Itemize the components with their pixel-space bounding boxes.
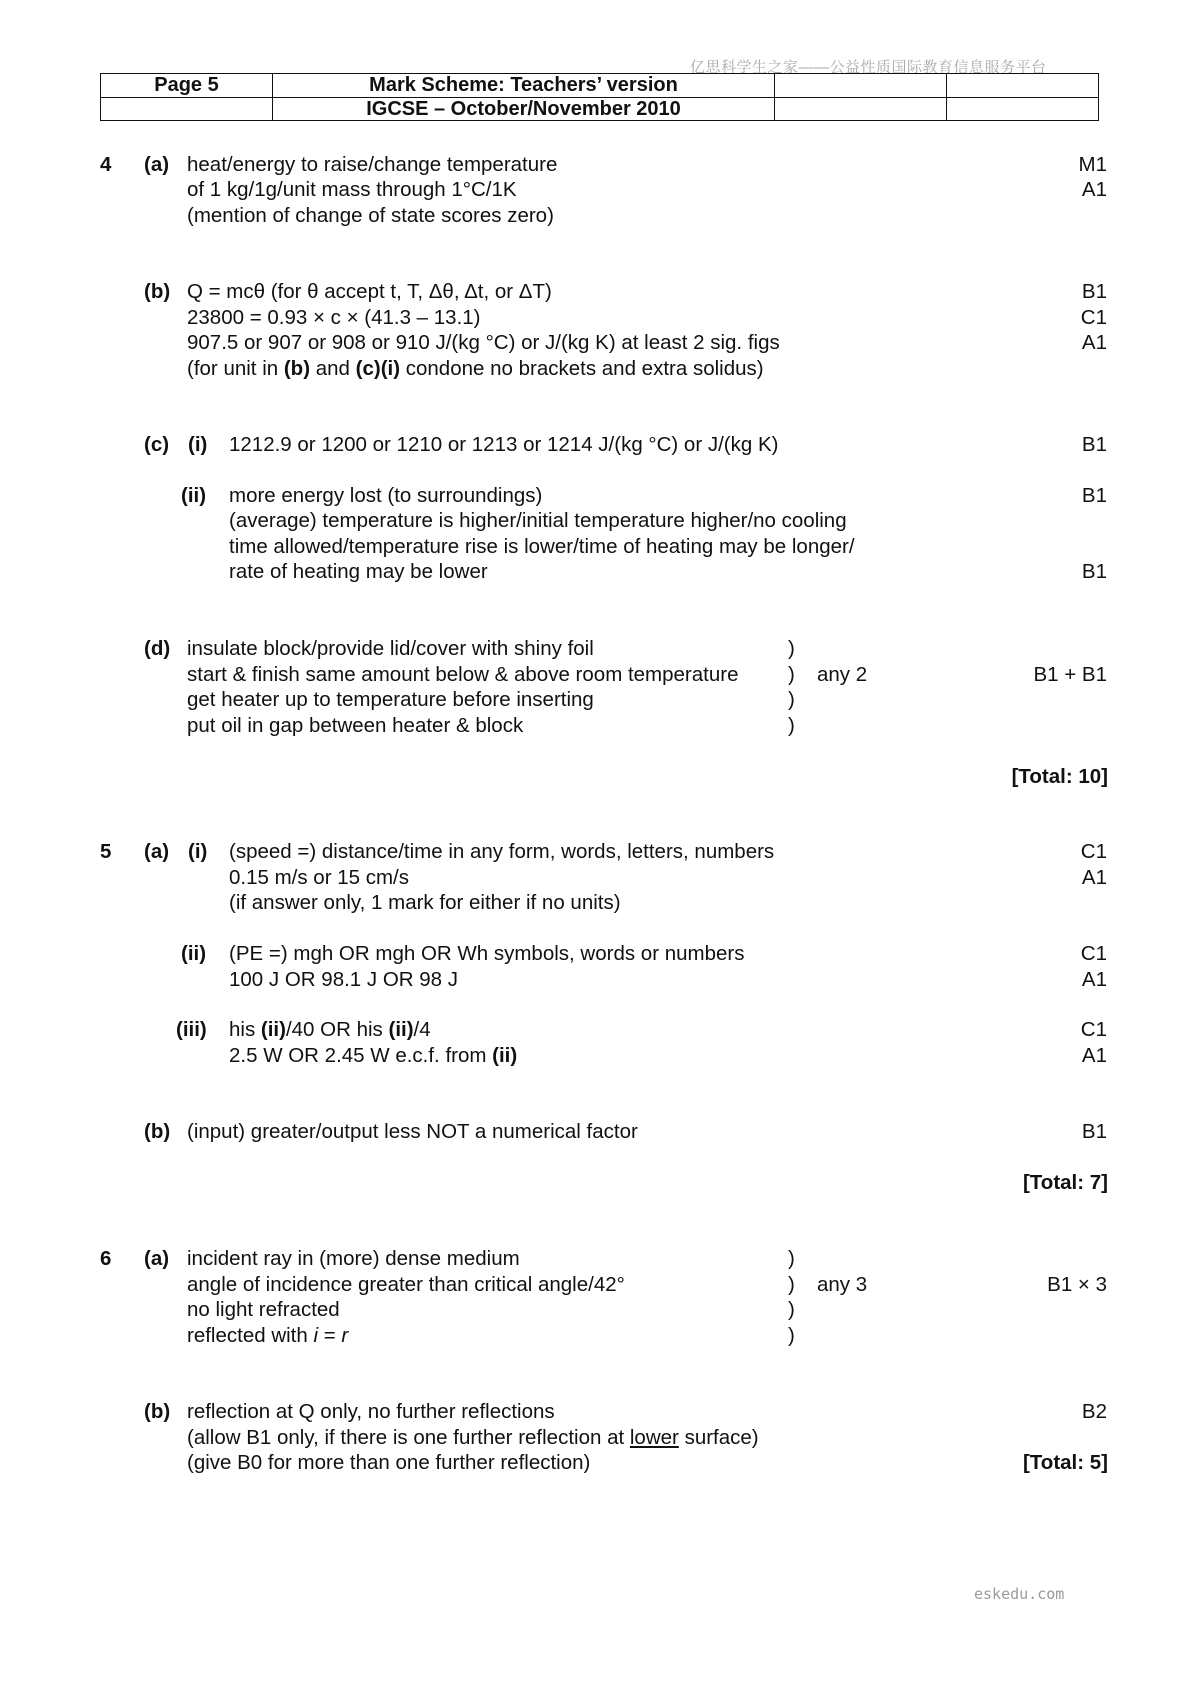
part-label: (a) bbox=[144, 1247, 170, 1270]
any-count: any 3 bbox=[817, 1273, 868, 1296]
answer-ref: (ii) bbox=[492, 1044, 518, 1067]
answer-line: incident ray in (more) dense medium bbox=[187, 1247, 520, 1270]
subpart-label: (i) bbox=[188, 840, 208, 863]
answer-note: (mention of change of state scores zero) bbox=[187, 204, 554, 227]
header-table bbox=[100, 73, 1099, 121]
answer-ref: (ii) bbox=[388, 1018, 414, 1041]
mark-code: A1 bbox=[1081, 866, 1107, 889]
page-title: Mark Scheme: Teachers’ version bbox=[273, 74, 775, 98]
bracket: ) bbox=[788, 1298, 795, 1321]
symbol-i: i bbox=[313, 1324, 319, 1347]
answer-line: (average) temperature is higher/initial temperature higher/no cooling bbox=[229, 509, 847, 532]
mark-code: A1 bbox=[1081, 178, 1107, 201]
part-label: (a) bbox=[144, 153, 170, 176]
answer-line: reflection at Q only, no further reflections bbox=[187, 1400, 555, 1423]
any-count: any 2 bbox=[817, 663, 868, 686]
header-empty-cell bbox=[947, 74, 1099, 98]
header-empty-cell bbox=[775, 74, 947, 98]
answer-line bbox=[229, 1043, 517, 1069]
mark-code: B1 × 3 bbox=[1047, 1273, 1107, 1296]
part-label: (c) bbox=[144, 433, 170, 456]
page-number: Page 5 bbox=[101, 74, 273, 98]
answer-line: (input) greater/output less NOT a numerical factor bbox=[187, 1120, 638, 1143]
question-number: 6 bbox=[100, 1247, 112, 1270]
note-text: surface) bbox=[678, 1426, 759, 1449]
answer-text: 2.5 W OR 2.45 W e.c.f. from bbox=[229, 1044, 493, 1067]
answer-text: reflected with bbox=[187, 1324, 314, 1347]
answer-line: heat/energy to raise/change temperature bbox=[187, 153, 558, 176]
answer-line: of 1 kg/1g/unit mass through 1°C/1K bbox=[187, 178, 517, 201]
answer-line: start & finish same amount below & above room temperature bbox=[187, 663, 739, 686]
answer-text: /4 bbox=[413, 1018, 431, 1041]
mark-code: C1 bbox=[1080, 1018, 1107, 1041]
answer-line: 907.5 or 907 or 908 or 910 J/(kg °C) or J/(kg K) at least 2 sig. figs bbox=[187, 331, 780, 354]
question-total: [Total: 5] bbox=[1022, 1451, 1108, 1474]
answer-line: get heater up to temperature before inserting bbox=[187, 688, 594, 711]
bracket: ) bbox=[788, 1247, 795, 1270]
exam-session: IGCSE – October/November 2010 bbox=[273, 97, 775, 121]
bracket: ) bbox=[788, 663, 795, 686]
footer-site: eskedu.com bbox=[974, 1585, 1065, 1603]
subpart-label: (iii) bbox=[176, 1018, 207, 1041]
answer-note: (give B0 for more than one further reflection) bbox=[187, 1451, 591, 1474]
question-number: 4 bbox=[100, 153, 112, 176]
answer-line: time allowed/temperature rise is lower/time of heating may be longer/ bbox=[229, 535, 855, 558]
part-label: (b) bbox=[144, 1120, 171, 1143]
mark-code: B1 bbox=[1081, 433, 1107, 456]
header-empty-cell bbox=[775, 97, 947, 121]
answer-line: (PE =) mgh OR mgh OR Wh symbols, words or numbers bbox=[229, 942, 745, 965]
header-empty-cell bbox=[947, 97, 1099, 121]
note-text: and bbox=[310, 357, 356, 380]
question-total: [Total: 7] bbox=[1022, 1171, 1108, 1194]
answer-note bbox=[187, 356, 764, 382]
mark-code: B1 bbox=[1081, 484, 1107, 507]
answer-line: no light refracted bbox=[187, 1298, 340, 1321]
watermark-text: 亿思科学生之家——公益性质国际教育信息服务平台 bbox=[690, 59, 1047, 76]
mark-code: A1 bbox=[1081, 331, 1107, 354]
subpart-label: (ii) bbox=[181, 942, 207, 965]
answer-line: 0.15 m/s or 15 cm/s bbox=[229, 866, 410, 889]
part-label: (d) bbox=[144, 637, 171, 660]
mark-code: C1 bbox=[1080, 840, 1107, 863]
question-total: [Total: 10] bbox=[1011, 765, 1108, 788]
bracket: ) bbox=[788, 1324, 795, 1347]
symbol-r: r bbox=[341, 1324, 349, 1347]
answer-line: more energy lost (to surroundings) bbox=[229, 484, 543, 507]
note-ref: (c)(i) bbox=[355, 357, 401, 380]
answer-text: his bbox=[229, 1018, 261, 1041]
answer-line: insulate block/provide lid/cover with shiny foil bbox=[187, 637, 594, 660]
mark-code: C1 bbox=[1080, 942, 1107, 965]
bracket: ) bbox=[788, 688, 795, 711]
mark-code: B2 bbox=[1081, 1400, 1107, 1423]
answer-text: = bbox=[318, 1324, 342, 1347]
mark-code: B1 bbox=[1081, 280, 1107, 303]
mark-code: A1 bbox=[1081, 1044, 1107, 1067]
answer-ref: (ii) bbox=[260, 1018, 286, 1041]
subpart-label: (i) bbox=[188, 433, 208, 456]
answer-line: 100 J OR 98.1 J OR 98 J bbox=[229, 968, 459, 991]
mark-code: B1 bbox=[1081, 560, 1107, 583]
answer-text: /40 OR his bbox=[285, 1018, 389, 1041]
note-text: (for unit in bbox=[187, 357, 284, 380]
answer-line: (speed =) distance/time in any form, words, letters, numbers bbox=[229, 840, 775, 863]
answer-line bbox=[187, 1323, 348, 1349]
question-number: 5 bbox=[100, 840, 112, 863]
answer-line: angle of incidence greater than critical angle/42° bbox=[187, 1273, 625, 1296]
header-empty-cell bbox=[101, 97, 273, 121]
mark-code: C1 bbox=[1080, 306, 1107, 329]
answer-line: 23800 = 0.93 × c × (41.3 – 13.1) bbox=[187, 306, 481, 329]
part-label: (b) bbox=[144, 280, 171, 303]
answer-line: rate of heating may be lower bbox=[229, 560, 488, 583]
mark-code: A1 bbox=[1081, 968, 1107, 991]
answer-line: Q = mcθ (for θ accept t, T, Δθ, Δt, or ΔT) bbox=[187, 280, 552, 303]
answer-line: put oil in gap between heater & block bbox=[187, 714, 524, 737]
part-label: (b) bbox=[144, 1400, 171, 1423]
part-label: (a) bbox=[144, 840, 170, 863]
note-text: condone no brackets and extra solidus) bbox=[400, 357, 764, 380]
bracket: ) bbox=[788, 1273, 795, 1296]
answer-line: 1212.9 or 1200 or 1210 or 1213 or 1214 J/(kg °C) or J/(kg K) bbox=[229, 433, 779, 456]
note-emphasis: lower bbox=[629, 1426, 679, 1449]
note-text: (allow B1 only, if there is one further reflection at bbox=[187, 1426, 630, 1449]
note-ref: (b) bbox=[283, 357, 311, 380]
answer-note: (if answer only, 1 mark for either if no units) bbox=[229, 891, 621, 914]
answer-line bbox=[229, 1017, 431, 1043]
answer-note bbox=[187, 1425, 759, 1451]
mark-code: B1 bbox=[1081, 1120, 1107, 1143]
subpart-label: (ii) bbox=[181, 484, 207, 507]
bracket: ) bbox=[788, 714, 795, 737]
bracket: ) bbox=[788, 637, 795, 660]
mark-code: M1 bbox=[1078, 153, 1107, 176]
mark-code: B1 + B1 bbox=[1033, 663, 1107, 686]
